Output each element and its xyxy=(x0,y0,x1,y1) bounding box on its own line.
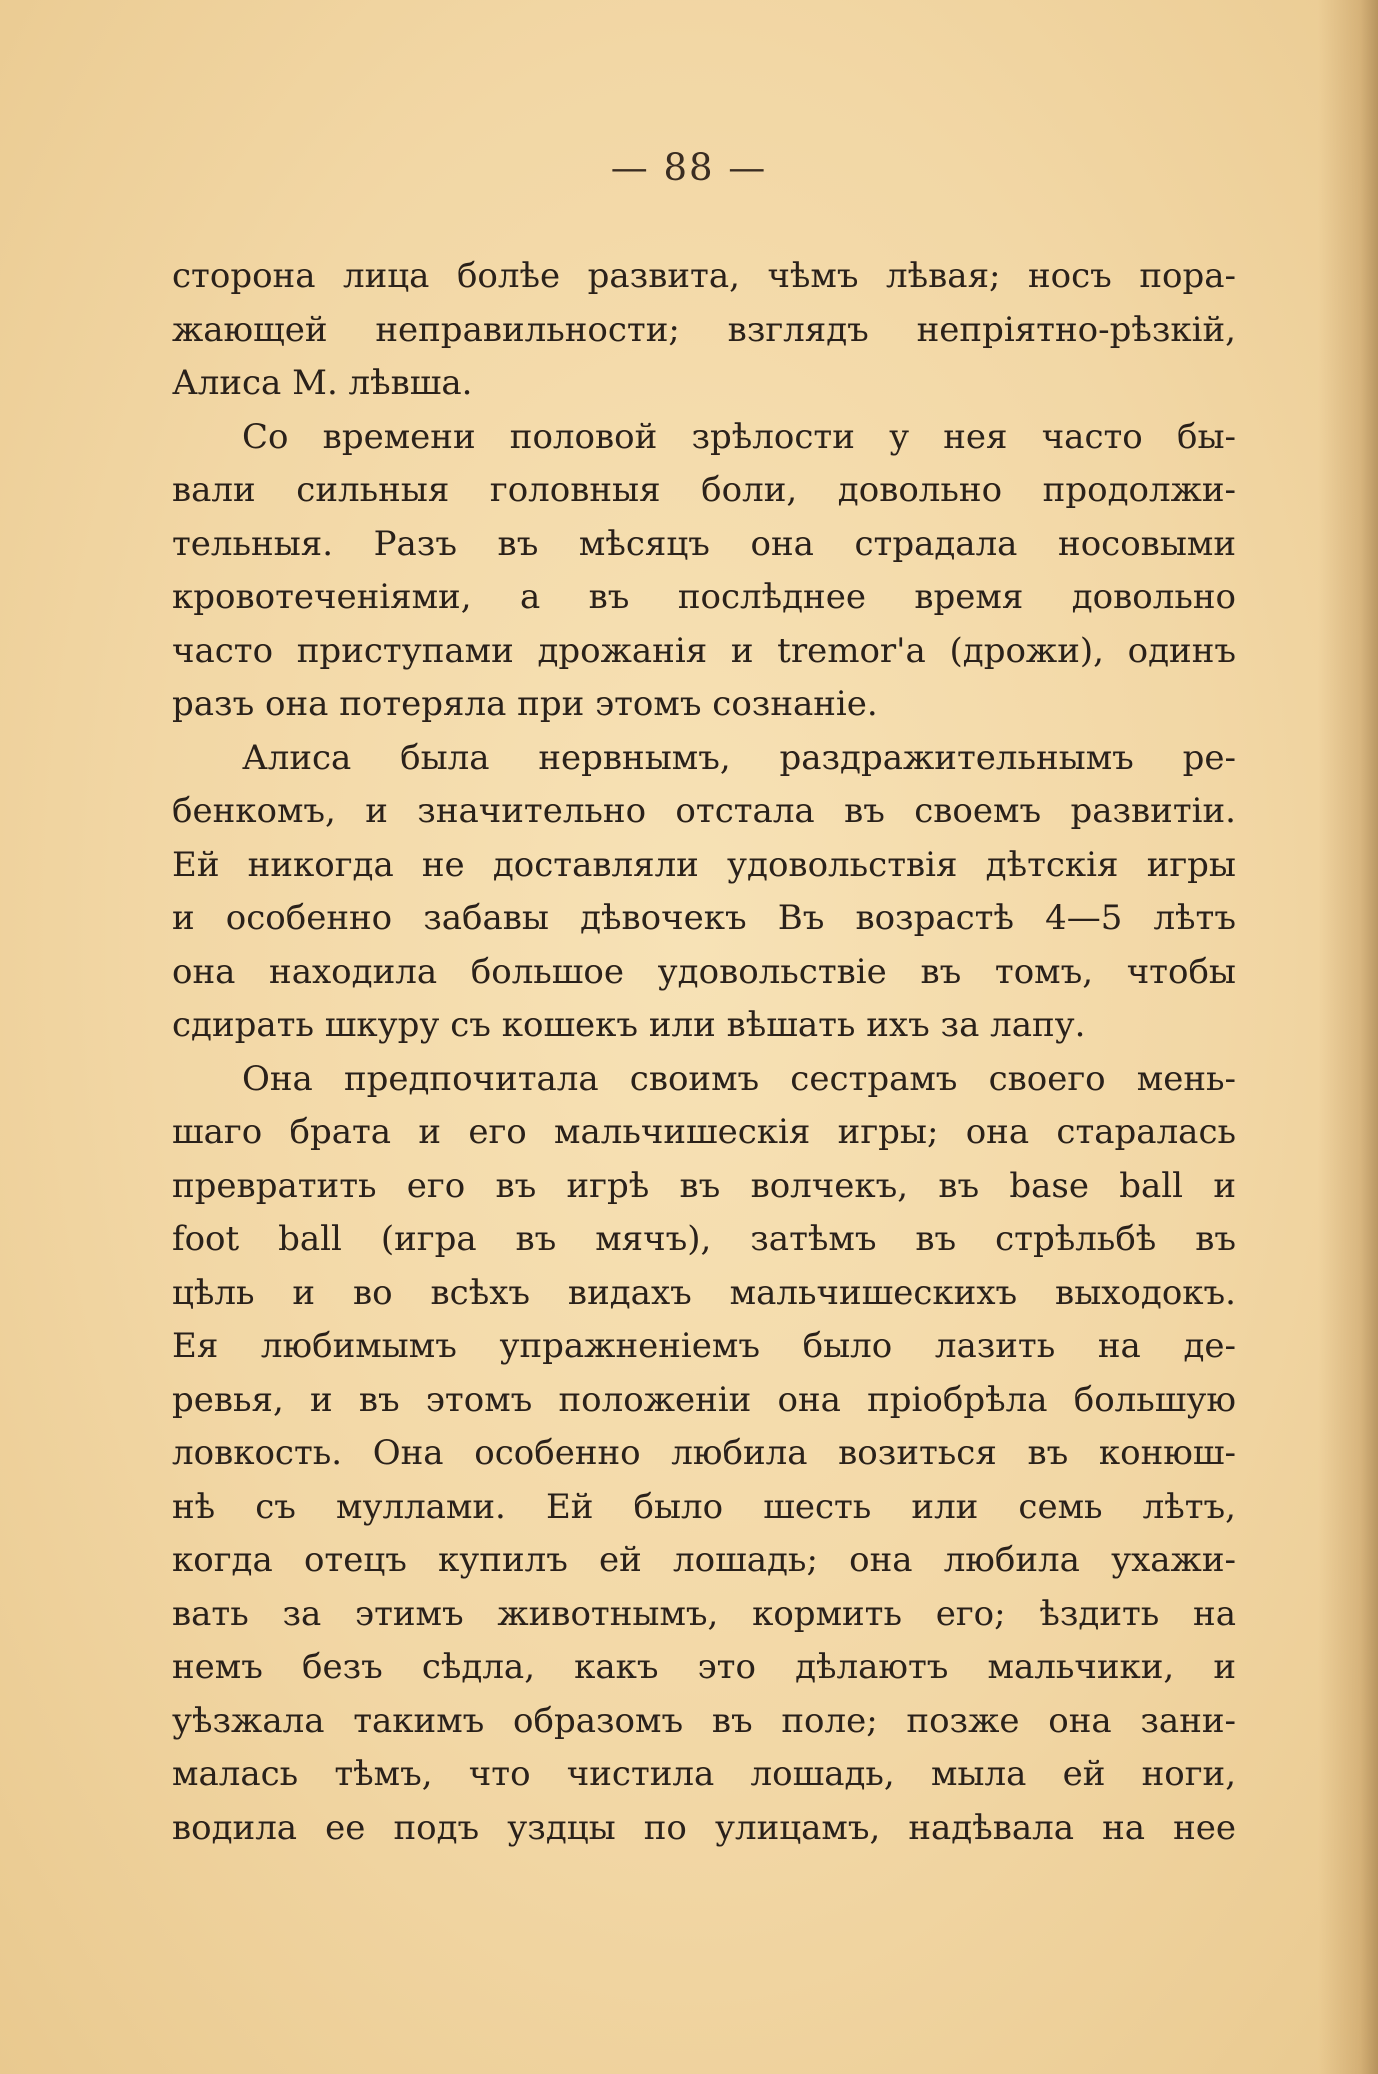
text-line: она находила большое удовольствіе въ томъ, чтобы xyxy=(172,951,1236,992)
text-line: когда отецъ купилъ ей лошадь; она любила ухажи- xyxy=(172,1540,1236,1580)
text-line: водила ее подъ уздцы по улицамъ, надѣвала на нее xyxy=(172,1807,1236,1848)
page-edge-shadow xyxy=(1318,0,1378,2074)
page-number: — 88 — xyxy=(610,146,768,189)
text-line: малась тѣмъ, что чистила лошадь, мыла ей ноги, xyxy=(172,1754,1236,1794)
text-line: Ей никогда не доставляли удовольствія дѣтскія игры xyxy=(172,844,1236,885)
text-line: Алиса М. лѣвша. xyxy=(172,363,473,403)
text-line: превратить его въ игрѣ въ волчекъ, въ base ball и xyxy=(172,1165,1236,1206)
text-line: бенкомъ, и значительно отстала въ своемъ развитіи. xyxy=(172,791,1236,831)
text-line: Алиса была нервнымъ, раздражительнымъ ре- xyxy=(242,737,1236,778)
text-line: вали сильныя головныя боли, довольно продолжи- xyxy=(172,470,1236,510)
text-line: Ея любимымъ упражненіемъ было лазить на де- xyxy=(172,1326,1236,1366)
text-line: foot ball (игра въ мячъ), затѣмъ въ стрѣльбѣ въ xyxy=(172,1219,1236,1259)
text-line: сдирать шкуру съ кошекъ или вѣшать ихъ за лапу. xyxy=(172,1005,1086,1045)
text-line: немъ безъ сѣдла, какъ это дѣлаютъ мальчики, и xyxy=(172,1647,1236,1687)
body-text xyxy=(172,250,1236,1855)
text-line: уѣзжала такимъ образомъ въ поле; позже она зани- xyxy=(172,1700,1236,1741)
text-line: и особенно забавы дѣвочекъ Въ возрастѣ 4—5 лѣтъ xyxy=(172,898,1236,938)
text-line: Со времени половой зрѣлости у нея часто бы- xyxy=(242,416,1236,457)
text-line: жающей неправильности; взглядъ непріятно-рѣзкій, xyxy=(172,309,1236,350)
text-line: сторона лица болѣе развита, чѣмъ лѣвая; носъ пора- xyxy=(172,256,1236,296)
text-line: разъ она потеряла при этомъ сознаніе. xyxy=(172,684,878,724)
text-line: часто приступами дрожанія и tremor'а (дрожи), одинъ xyxy=(172,630,1236,671)
text-line: нѣ съ муллами. Ей было шесть или семь лѣтъ, xyxy=(172,1486,1236,1527)
text-line: тельныя. Разъ въ мѣсяцъ она страдала носовыми xyxy=(172,523,1236,564)
text-line: ловкость. Она особенно любила возиться въ конюш- xyxy=(172,1433,1236,1473)
text-line: вать за этимъ животнымъ, кормить его; ѣздить на xyxy=(172,1593,1236,1634)
text-line: цѣль и во всѣхъ видахъ мальчишескихъ выходокъ. xyxy=(172,1272,1236,1313)
text-line: ревья, и въ этомъ положеніи она пріобрѣла большую xyxy=(172,1379,1236,1420)
text-line: кровотеченіями, а въ послѣднее время довольно xyxy=(172,577,1236,617)
text-line: Она предпочитала своимъ сестрамъ своего мень- xyxy=(242,1058,1236,1099)
text-line: шаго брата и его мальчишескія игры; она старалась xyxy=(172,1112,1236,1152)
